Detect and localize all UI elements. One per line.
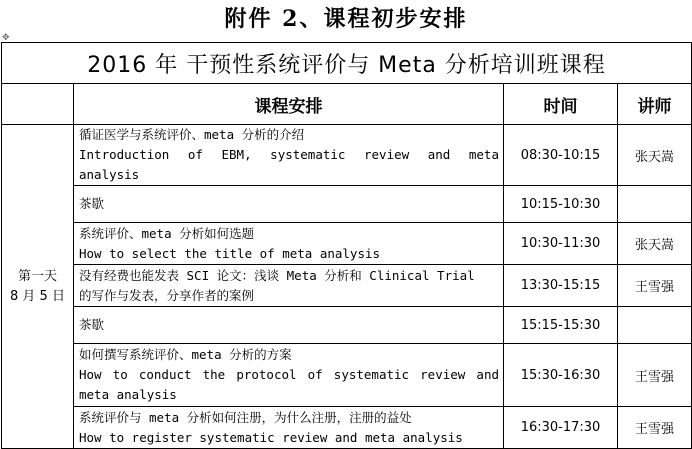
time-cell: 10:30-11:30 bbox=[504, 223, 618, 265]
table-anchor-icon: ✥ bbox=[2, 33, 10, 43]
course-title-zh: 系统评价、meta 分析如何选题 bbox=[79, 225, 255, 241]
lecturer-cell bbox=[618, 307, 692, 344]
course-title-zh: 循证医学与系统评价、meta 分析的介绍 bbox=[79, 127, 305, 142]
table-row bbox=[2, 186, 692, 223]
course-title-zh: 茶歇 bbox=[79, 196, 105, 211]
time-cell: 10:15-10:30 bbox=[504, 186, 618, 223]
course-cell bbox=[74, 265, 504, 307]
course-title-zh-cont: 的写作与发表，分享作者的案例 bbox=[79, 287, 255, 303]
table-title-row bbox=[2, 43, 692, 84]
time-cell: 15:30-16:30 bbox=[504, 344, 618, 407]
course-schedule-table bbox=[1, 42, 692, 449]
header-time: 时间 bbox=[504, 84, 618, 125]
header-lecturer: 讲师 bbox=[618, 84, 692, 125]
lecturer-cell: 张天嵩 bbox=[618, 223, 692, 265]
time-cell: 13:30-15:15 bbox=[504, 265, 618, 307]
course-title-en: How to conduct the protocol of systematic review and meta analysis bbox=[79, 367, 499, 402]
table-row bbox=[2, 307, 692, 344]
table-row bbox=[2, 407, 692, 449]
lecturer-cell: 王雪强 bbox=[618, 407, 692, 449]
table-title: 2016 年 干预性系统评价与 Meta 分析培训班课程 bbox=[2, 43, 692, 84]
time-cell: 08:30-10:15 bbox=[504, 125, 618, 186]
table-row bbox=[2, 125, 692, 186]
header-row bbox=[2, 84, 692, 125]
course-cell bbox=[74, 344, 504, 407]
course-title-en: Introduction of EBM, systematic review and meta analysis bbox=[79, 147, 499, 182]
course-title-zh: 没有经费也能发表 SCI 论文：浅谈 Meta 分析和 Clinical Trial bbox=[79, 267, 475, 283]
table-row bbox=[2, 265, 692, 307]
time-cell: 15:15-15:30 bbox=[504, 307, 618, 344]
lecturer-cell: 王雪强 bbox=[618, 265, 692, 307]
document-heading: 附件 2、课程初步安排 bbox=[224, 6, 468, 32]
course-title-zh: 如何撰写系统评价、meta 分析的方案 bbox=[79, 347, 292, 362]
time-cell: 16:30-17:30 bbox=[504, 407, 618, 449]
lecturer-cell bbox=[618, 186, 692, 223]
course-cell bbox=[74, 125, 504, 186]
lecturer-cell: 张天嵩 bbox=[618, 125, 692, 186]
day-cell bbox=[2, 125, 74, 449]
date-label: 8 月 5 日 bbox=[10, 288, 65, 304]
course-cell bbox=[74, 407, 504, 449]
course-cell bbox=[74, 223, 504, 265]
course-title-en: How to select the title of meta analysis bbox=[79, 245, 381, 261]
table-row bbox=[2, 223, 692, 265]
course-title-zh: 系统评价与 meta 分析如何注册，为什么注册，注册的益处 bbox=[79, 409, 412, 425]
course-title-zh: 茶歇 bbox=[79, 317, 105, 332]
course-title-en: How to register systematic review and meta analysis bbox=[79, 429, 463, 445]
course-cell bbox=[74, 307, 504, 344]
header-blank-cell bbox=[2, 84, 74, 125]
header-schedule: 课程安排 bbox=[74, 84, 504, 125]
course-cell bbox=[74, 186, 504, 223]
lecturer-cell: 王雪强 bbox=[618, 344, 692, 407]
day-label: 第一天 bbox=[17, 268, 57, 284]
table-row bbox=[2, 344, 692, 407]
